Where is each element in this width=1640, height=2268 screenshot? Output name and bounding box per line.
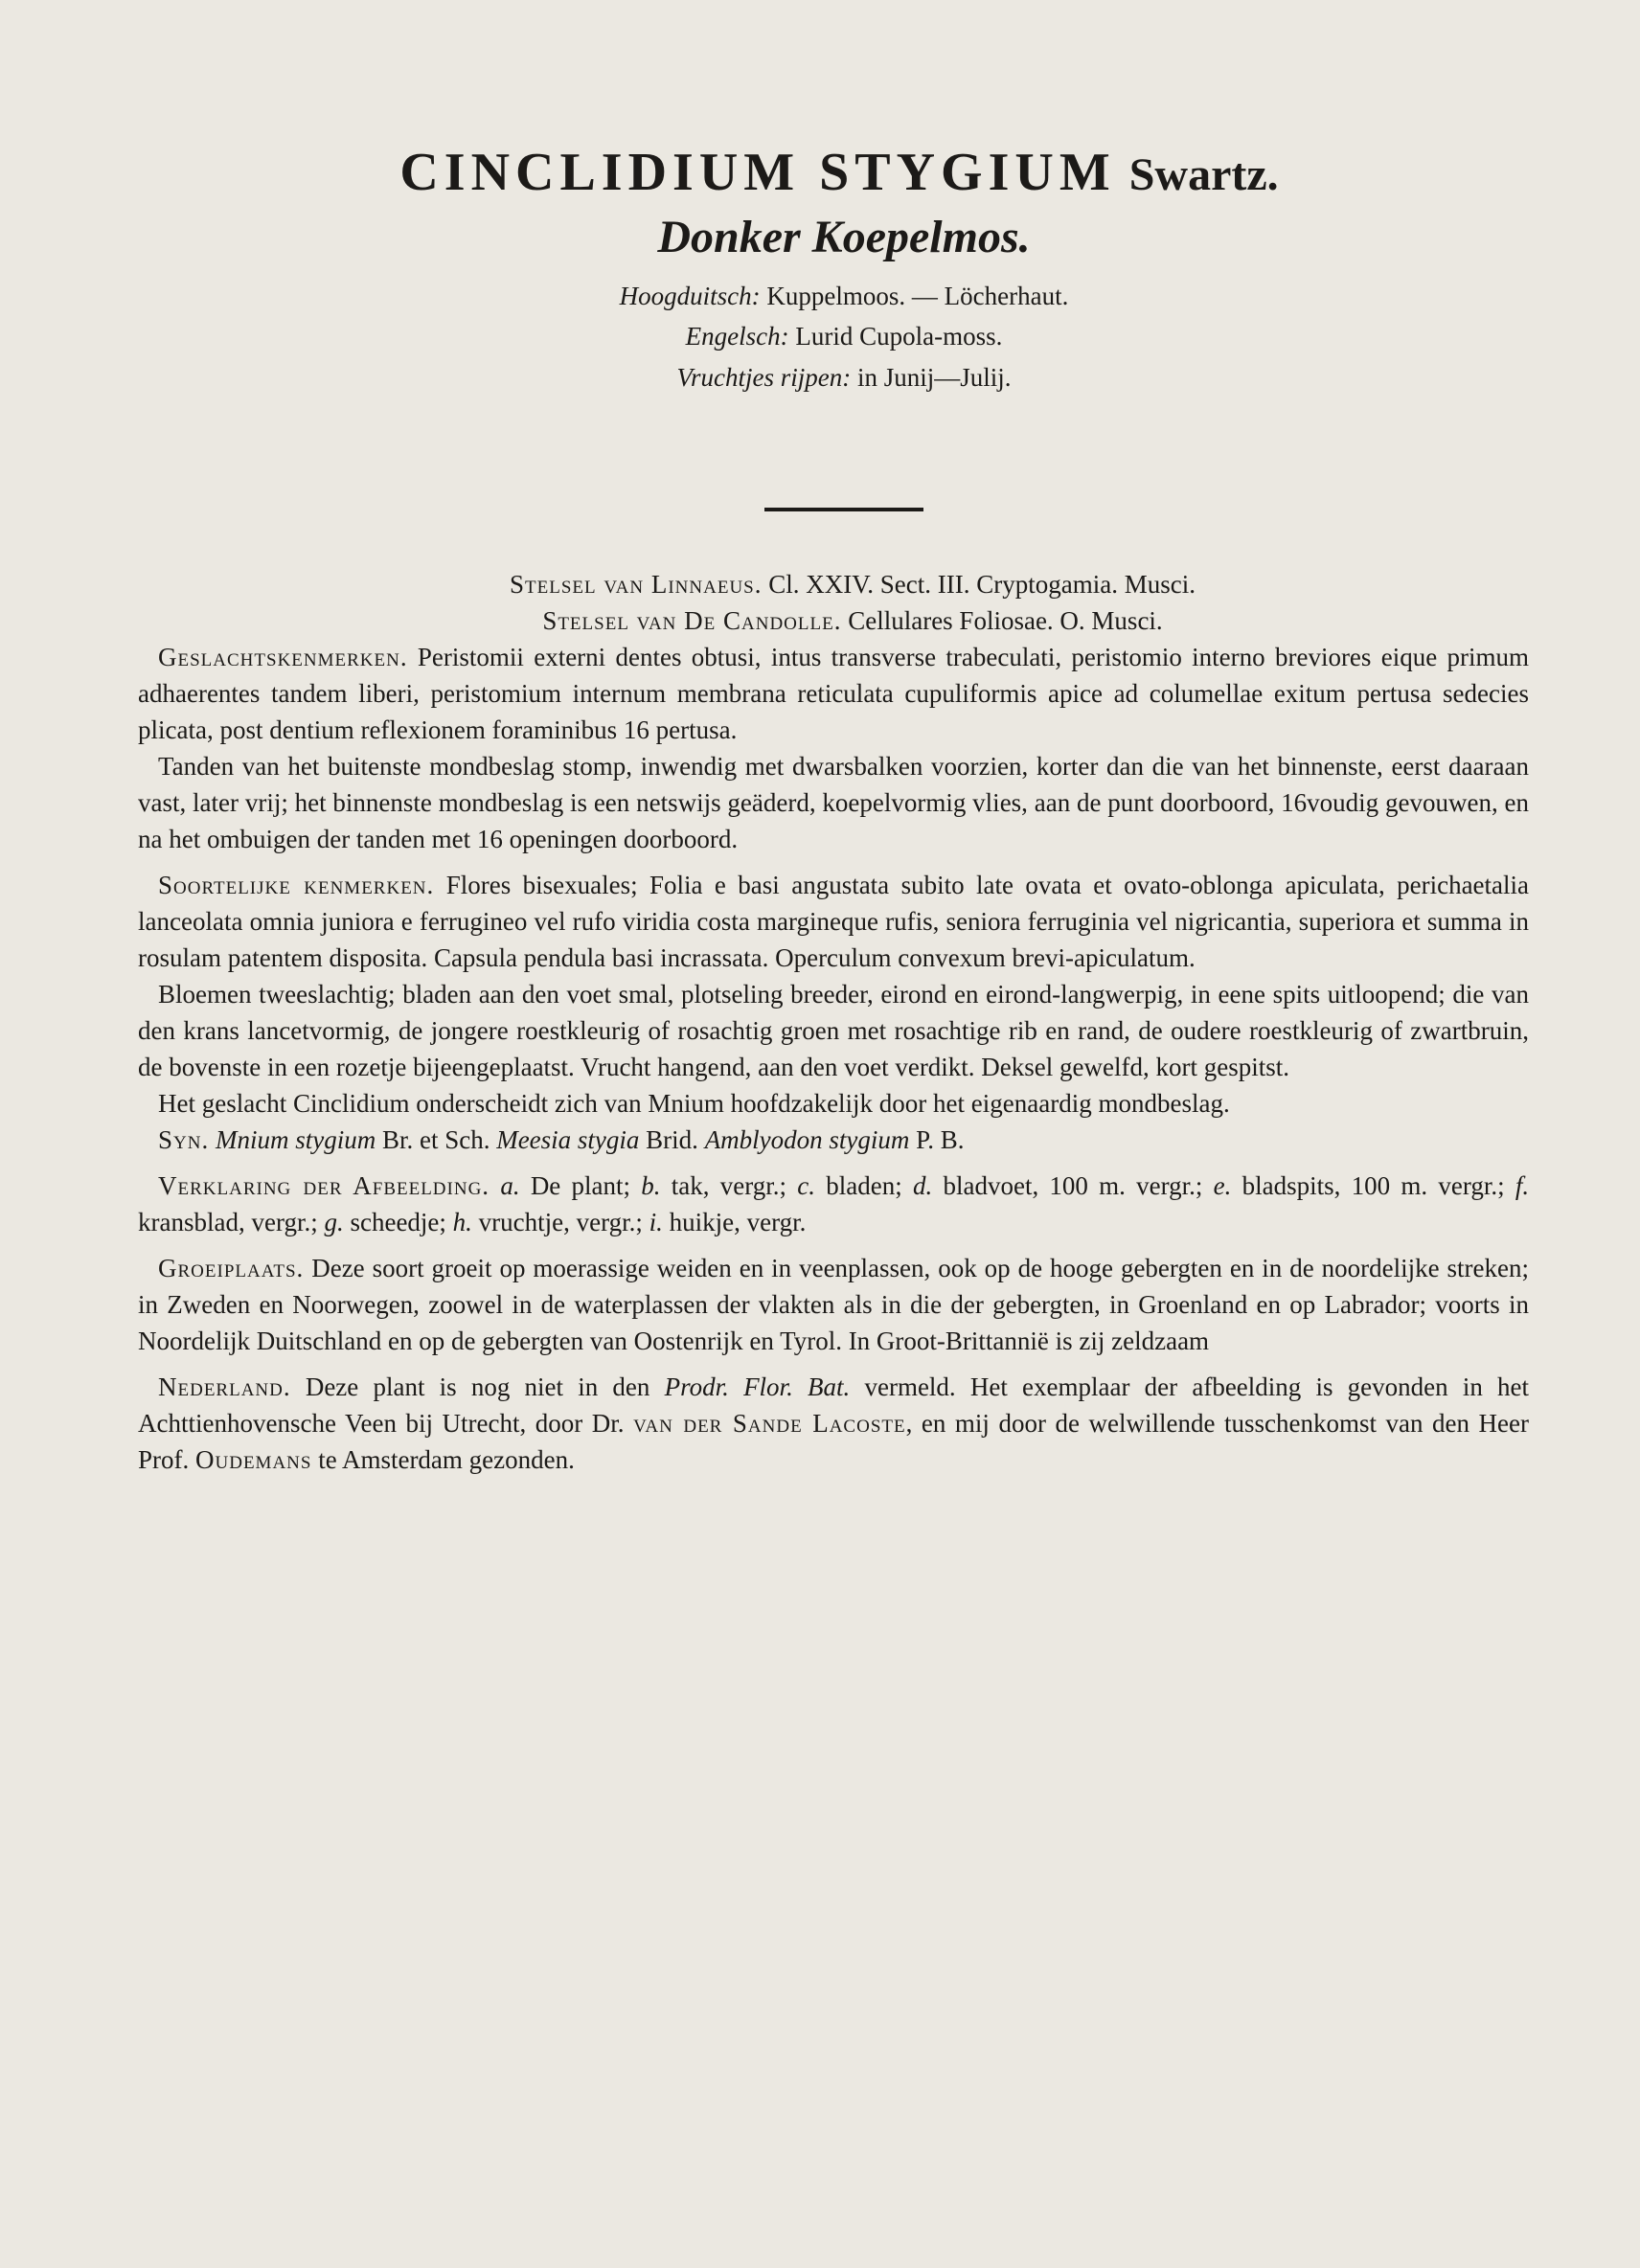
habitat	[138, 1250, 1529, 1359]
species-remark: Het geslacht Cinclidium onderscheidt zich van Mnium hoofdzakelijk door het eigenaardig mondbeslag.	[158, 1089, 1230, 1118]
species-author: Swartz.	[1128, 149, 1279, 200]
synonym-name: Mnium stygium	[215, 1125, 376, 1154]
section-text: Cl. XXIV. Sect. III. Cryptogamia. Musci.	[768, 570, 1196, 599]
section-heading: Syn.	[158, 1125, 210, 1154]
name-line-english	[48, 319, 1640, 353]
genus-dutch: Tanden van het buitenste mondbeslag stomp, inwendig met dwarsbalken voorzien, korter dan die van het binnenste, eerst daaraan vast, later vrij; het binnenste mondbeslag is een netswijs geäderd, koepelvormig vlies, aan de punt doorboord, 16voudig gevouwen, en na het ombuigen der tanden met 16 openingen doorboord.	[138, 752, 1529, 853]
section-text: te Amsterdam gezonden.	[318, 1445, 575, 1474]
name-value: Kuppelmoos. — Löcherhaut.	[766, 281, 1069, 310]
section-text: Deze soort groeit op moerassige weiden en in veenplassen, ook op de hooge gebergten en in de noordelijke streken; in Zweden en Noorwegen, zoowel in de waterplassen der vlakten als in die der gebergten, in Groenland en op Labrador; voorts in Noordelijk Duitschland en op de gebergten van Oostenrijk en Tyrol. In Groot-Brittannië is zij zeldzaam	[138, 1254, 1530, 1355]
figure-key: g.	[324, 1208, 344, 1236]
figure-explanation	[138, 1168, 1529, 1240]
section-heading: Groeiplaats.	[158, 1254, 305, 1282]
divider	[764, 508, 923, 511]
section-text: Flores bisexuales; Folia e basi angustata subito late ovata et ovato-oblonga apiculata, perichaetalia lanceolata omnia juniora e ferrugineo vel rufo viridia costa margineque rufis, seniora ferruginia vel nigricantia, superiora et summa in rosulam patentem disposita. Capsula pendula basi incrassata. Operculum convexum brevi-apiculatum.	[138, 871, 1530, 972]
main-text	[138, 566, 1529, 1478]
figure-key: f.	[1515, 1171, 1530, 1200]
figure-key: c.	[797, 1171, 815, 1200]
name-value: in Junij—Julij.	[856, 362, 1012, 392]
section-heading: Stelsel van De Candolle.	[542, 606, 842, 635]
person-name: Oudemans	[195, 1445, 312, 1474]
figure-text: bladvoet, 100 m. vergr.;	[943, 1171, 1203, 1200]
section-text: Cellulares Foliosae. O. Musci.	[848, 606, 1163, 635]
species-name: CINCLIDIUM STYGIUM	[399, 143, 1116, 202]
section-text: Deze plant is nog niet in den	[305, 1372, 650, 1401]
synonym-author: Brid.	[646, 1125, 698, 1154]
figure-key: d.	[912, 1171, 933, 1200]
synonym-author: P. B.	[916, 1125, 965, 1154]
name-label: Hoogduitsch:	[619, 281, 761, 310]
section-text: , en mij door de welwillende tusschenkomst van den Heer Prof.	[138, 1409, 1530, 1474]
name-value: Lurid Cupola-moss.	[795, 322, 1003, 352]
section-heading: Soortelijke kenmerken.	[158, 871, 435, 899]
dutch-name: Donker Koepelmos.	[657, 211, 1031, 262]
synonym-name: Amblyodon stygium	[704, 1125, 910, 1154]
name-label: Engelsch:	[685, 322, 789, 352]
figure-text: huikje, vergr.	[669, 1208, 807, 1236]
synonym-author: Br. et Sch.	[381, 1125, 490, 1154]
genus-latin	[138, 639, 1529, 748]
figure-key: h.	[452, 1208, 472, 1236]
species-dutch: Bloemen tweeslachtig; bladen aan den voet smal, plotseling breeder, eirond en eirond-langwerpig, in eene spits uitloopend; die van den krans lancetvormig, de jongere roestkleurig of rosachtig groen met rosachtige rib en rand, de oudere roestkleurig of zwartbruin, de bovenste in een rozetje bijeengeplaatst. Vrucht hangend, aan den voet verdikt. Deksel gewelfd, kort gespitst.	[138, 980, 1529, 1081]
figure-text: bladen;	[826, 1171, 902, 1200]
page-title	[38, 144, 1640, 203]
synonym-name: Meesia stygia	[496, 1125, 640, 1154]
section-heading: Stelsel van Linnaeus.	[510, 570, 763, 599]
netherlands	[138, 1369, 1529, 1478]
name-line-ripening	[48, 360, 1640, 395]
section-text: Peristomii externi dentes obtusi, intus transverse trabeculati, peristomio interno breviores eique primum adhaerentes tandem liberi, peristomium internum membrana reticulata cupuliformis apice ad columellae exitum pertusa sedecies plicata, post dentium reflexionem foraminibus 16 pertusa.	[138, 643, 1529, 744]
synonyms	[138, 1122, 1529, 1158]
figure-text: bladspits, 100 m. vergr.;	[1241, 1171, 1505, 1200]
section-text: vermeld. Het exemplaar der afbeelding is gevonden in het Achttienhovensche Veen bij Utrecht, door Dr.	[138, 1372, 1530, 1438]
section-heading: Geslachtskenmerken.	[158, 643, 408, 671]
header	[0, 144, 1640, 395]
species-latin	[138, 867, 1529, 976]
figure-key: e.	[1213, 1171, 1232, 1200]
figure-key: b.	[641, 1171, 661, 1200]
system-linnaeus	[176, 566, 1529, 602]
reference-title: Prodr. Flor. Bat.	[664, 1372, 851, 1401]
figure-text: De plant;	[530, 1171, 631, 1200]
section-heading: Nederland.	[158, 1372, 291, 1401]
figure-text: vruchtje, vergr.;	[478, 1208, 643, 1236]
figure-text: tak, vergr.;	[671, 1171, 786, 1200]
section-heading: Verklaring der Afbeelding.	[158, 1171, 490, 1200]
name-label: Vruchtjes rijpen:	[676, 362, 852, 392]
person-name: van der Sande Lacoste	[633, 1409, 906, 1438]
figure-key: i.	[649, 1208, 663, 1236]
figure-key: a.	[500, 1171, 520, 1200]
name-line-german	[48, 279, 1640, 313]
system-candolle	[176, 602, 1529, 639]
figure-text: kransblad, vergr.;	[138, 1208, 318, 1236]
figure-text: scheedje;	[350, 1208, 446, 1236]
